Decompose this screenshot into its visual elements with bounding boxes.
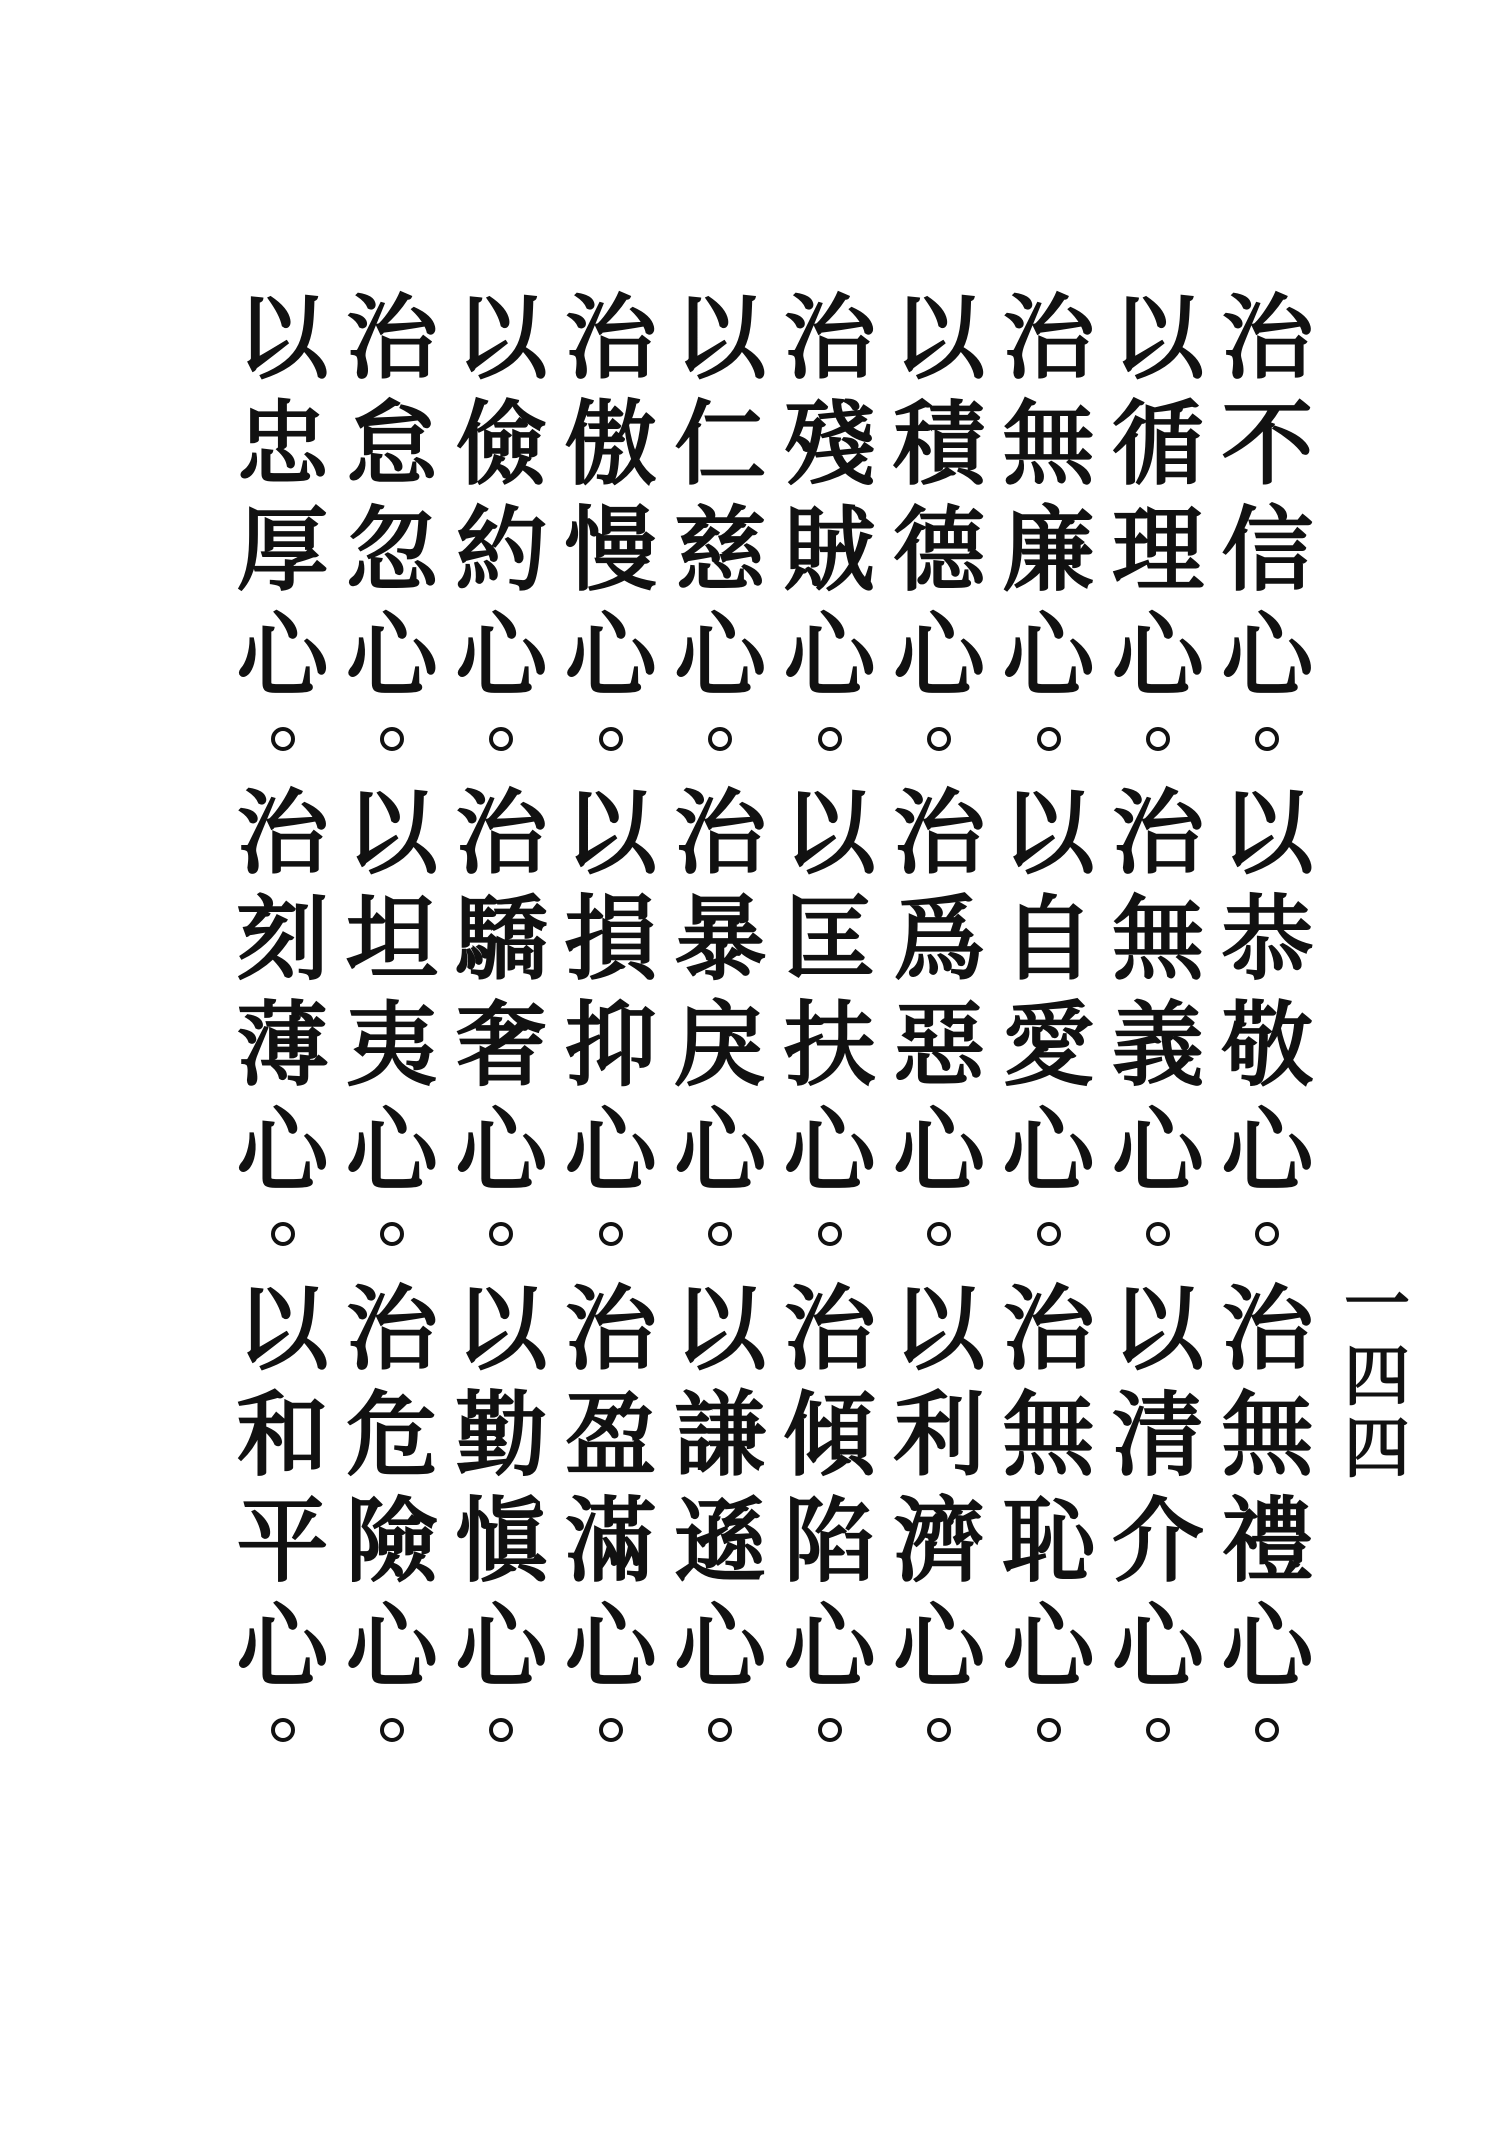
character: 傲	[564, 390, 657, 498]
character: 治	[1111, 779, 1204, 887]
text-column	[449, 780, 554, 1246]
circle-punctuation-mark	[1255, 1718, 1279, 1742]
character: 惡	[893, 991, 986, 1099]
text-column	[1106, 1276, 1211, 1742]
character: 理	[1111, 496, 1204, 604]
character: 心	[1111, 602, 1204, 710]
character: 心	[564, 1097, 657, 1205]
text-column	[668, 1276, 773, 1742]
character: 以	[236, 284, 329, 392]
character: 心	[783, 602, 876, 710]
circle-punctuation-mark	[1255, 1222, 1279, 1246]
text-column	[558, 1276, 663, 1742]
character: 治	[345, 1275, 438, 1383]
text-column	[996, 285, 1101, 751]
text-block-1	[230, 285, 1320, 751]
character: 以	[674, 1275, 767, 1383]
character: 傾	[783, 1381, 876, 1489]
character: 濟	[893, 1487, 986, 1595]
character: 以	[236, 1275, 329, 1383]
character: 平	[236, 1487, 329, 1595]
character: 戾	[674, 991, 767, 1099]
circle-punctuation-mark	[708, 727, 732, 751]
circle-punctuation-mark	[599, 727, 623, 751]
text-column	[777, 1276, 882, 1742]
character: 殘	[783, 390, 876, 498]
character: 無	[1002, 390, 1095, 498]
text-column	[339, 780, 444, 1246]
character: 勤	[455, 1381, 548, 1489]
text-column	[887, 1276, 992, 1742]
character: 心	[893, 602, 986, 710]
character: 治	[1221, 1275, 1314, 1383]
circle-punctuation-mark	[1255, 727, 1279, 751]
character: 治	[455, 779, 548, 887]
text-column	[777, 285, 882, 751]
character: 心	[564, 602, 657, 710]
page-number	[1332, 1265, 1422, 1487]
text-column	[230, 780, 335, 1246]
text-column	[1215, 780, 1320, 1246]
character: 恥	[1002, 1487, 1095, 1595]
character: 心	[893, 1593, 986, 1701]
text-block-3	[230, 1276, 1320, 1742]
character: 以	[564, 779, 657, 887]
page-number-digit: 四	[1344, 1409, 1410, 1487]
character: 厚	[236, 496, 329, 604]
character: 心	[674, 1593, 767, 1701]
character: 薄	[236, 991, 329, 1099]
character: 無	[1002, 1381, 1095, 1489]
circle-punctuation-mark	[599, 1718, 623, 1742]
text-column	[777, 780, 882, 1246]
character: 刻	[236, 885, 329, 993]
character: 以	[893, 284, 986, 392]
character: 心	[236, 602, 329, 710]
character: 利	[893, 1381, 986, 1489]
text-column	[668, 780, 773, 1246]
character: 以	[1002, 779, 1095, 887]
character: 恭	[1221, 885, 1314, 993]
character: 以	[455, 284, 548, 392]
text-block-2	[230, 780, 1320, 1246]
character: 心	[1111, 1593, 1204, 1701]
character: 心	[674, 1097, 767, 1205]
circle-punctuation-mark	[1146, 727, 1170, 751]
text-column	[230, 285, 335, 751]
character: 謙	[674, 1381, 767, 1489]
character: 心	[345, 602, 438, 710]
character: 慢	[564, 496, 657, 604]
character: 慈	[674, 496, 767, 604]
circle-punctuation-mark	[271, 1718, 295, 1742]
character: 以	[674, 284, 767, 392]
circle-punctuation-mark	[927, 1718, 951, 1742]
text-column	[339, 1276, 444, 1742]
character: 治	[564, 1275, 657, 1383]
character: 心	[674, 602, 767, 710]
page-number-digit: 一	[1344, 1265, 1410, 1343]
character: 心	[1221, 1593, 1314, 1701]
text-column	[449, 285, 554, 751]
character: 心	[783, 1097, 876, 1205]
character: 自	[1002, 885, 1095, 993]
circle-punctuation-mark	[271, 727, 295, 751]
character: 介	[1111, 1487, 1204, 1595]
circle-punctuation-mark	[489, 1222, 513, 1246]
character: 心	[1002, 1593, 1095, 1701]
character: 心	[345, 1593, 438, 1701]
character: 心	[1221, 602, 1314, 710]
character: 敬	[1221, 991, 1314, 1099]
character: 心	[1002, 1097, 1095, 1205]
character: 信	[1221, 496, 1314, 604]
circle-punctuation-mark	[1146, 1718, 1170, 1742]
character: 愼	[455, 1487, 548, 1595]
character: 和	[236, 1381, 329, 1489]
character: 心	[893, 1097, 986, 1205]
text-column	[558, 780, 663, 1246]
character: 以	[783, 779, 876, 887]
circle-punctuation-mark	[380, 727, 404, 751]
character: 德	[893, 496, 986, 604]
character: 心	[236, 1593, 329, 1701]
character: 陷	[783, 1487, 876, 1595]
circle-punctuation-mark	[599, 1222, 623, 1246]
circle-punctuation-mark	[380, 1718, 404, 1742]
character: 奢	[455, 991, 548, 1099]
character: 驕	[455, 885, 548, 993]
character: 心	[236, 1097, 329, 1205]
character: 不	[1221, 390, 1314, 498]
character: 清	[1111, 1381, 1204, 1489]
text-column	[449, 1276, 554, 1742]
circle-punctuation-mark	[708, 1718, 732, 1742]
character: 盈	[564, 1381, 657, 1489]
circle-punctuation-mark	[708, 1222, 732, 1246]
character: 治	[564, 284, 657, 392]
character: 匡	[783, 885, 876, 993]
character: 仁	[674, 390, 767, 498]
character: 賊	[783, 496, 876, 604]
character: 暴	[674, 885, 767, 993]
page-number-digit: 四	[1344, 1337, 1410, 1415]
character: 循	[1111, 390, 1204, 498]
character: 險	[345, 1487, 438, 1595]
text-column	[996, 780, 1101, 1246]
character: 以	[455, 1275, 548, 1383]
character: 坦	[345, 885, 438, 993]
character: 心	[345, 1097, 438, 1205]
circle-punctuation-mark	[927, 727, 951, 751]
character: 治	[345, 284, 438, 392]
character: 以	[893, 1275, 986, 1383]
text-column	[668, 285, 773, 751]
circle-punctuation-mark	[271, 1222, 295, 1246]
circle-punctuation-mark	[1037, 1718, 1061, 1742]
character: 心	[1221, 1097, 1314, 1205]
text-column	[1215, 1276, 1320, 1742]
character: 治	[783, 1275, 876, 1383]
text-column	[996, 1276, 1101, 1742]
text-column	[230, 1276, 335, 1742]
character: 扶	[783, 991, 876, 1099]
character: 以	[345, 779, 438, 887]
character: 心	[783, 1593, 876, 1701]
character: 禮	[1221, 1487, 1314, 1595]
character: 滿	[564, 1487, 657, 1595]
character: 心	[1111, 1097, 1204, 1205]
character: 遜	[674, 1487, 767, 1595]
text-column	[558, 285, 663, 751]
character: 損	[564, 885, 657, 993]
character: 怠	[345, 390, 438, 498]
character: 治	[1221, 284, 1314, 392]
character: 以	[1111, 284, 1204, 392]
character: 心	[455, 602, 548, 710]
character: 夷	[345, 991, 438, 1099]
circle-punctuation-mark	[818, 1718, 842, 1742]
character: 無	[1111, 885, 1204, 993]
character: 抑	[564, 991, 657, 1099]
text-column	[1106, 285, 1211, 751]
character: 義	[1111, 991, 1204, 1099]
circle-punctuation-mark	[927, 1222, 951, 1246]
circle-punctuation-mark	[489, 727, 513, 751]
character: 治	[783, 284, 876, 392]
text-column	[887, 780, 992, 1246]
character: 危	[345, 1381, 438, 1489]
character: 以	[1221, 779, 1314, 887]
circle-punctuation-mark	[818, 1222, 842, 1246]
character: 爲	[893, 885, 986, 993]
text-column	[1106, 780, 1211, 1246]
character: 心	[564, 1593, 657, 1701]
character: 無	[1221, 1381, 1314, 1489]
character: 忠	[236, 390, 329, 498]
character: 心	[455, 1593, 548, 1701]
character: 以	[1111, 1275, 1204, 1383]
text-column	[887, 285, 992, 751]
character: 忽	[345, 496, 438, 604]
circle-punctuation-mark	[1146, 1222, 1170, 1246]
character: 心	[1002, 602, 1095, 710]
text-column	[339, 285, 444, 751]
circle-punctuation-mark	[818, 727, 842, 751]
character: 約	[455, 496, 548, 604]
character: 心	[455, 1097, 548, 1205]
character: 積	[893, 390, 986, 498]
character: 治	[674, 779, 767, 887]
circle-punctuation-mark	[380, 1222, 404, 1246]
character: 治	[893, 779, 986, 887]
character: 儉	[455, 390, 548, 498]
circle-punctuation-mark	[1037, 727, 1061, 751]
character: 治	[1002, 1275, 1095, 1383]
character: 廉	[1002, 496, 1095, 604]
circle-punctuation-mark	[1037, 1222, 1061, 1246]
text-column	[1215, 285, 1320, 751]
character: 治	[236, 779, 329, 887]
circle-punctuation-mark	[489, 1718, 513, 1742]
character: 愛	[1002, 991, 1095, 1099]
character: 治	[1002, 284, 1095, 392]
